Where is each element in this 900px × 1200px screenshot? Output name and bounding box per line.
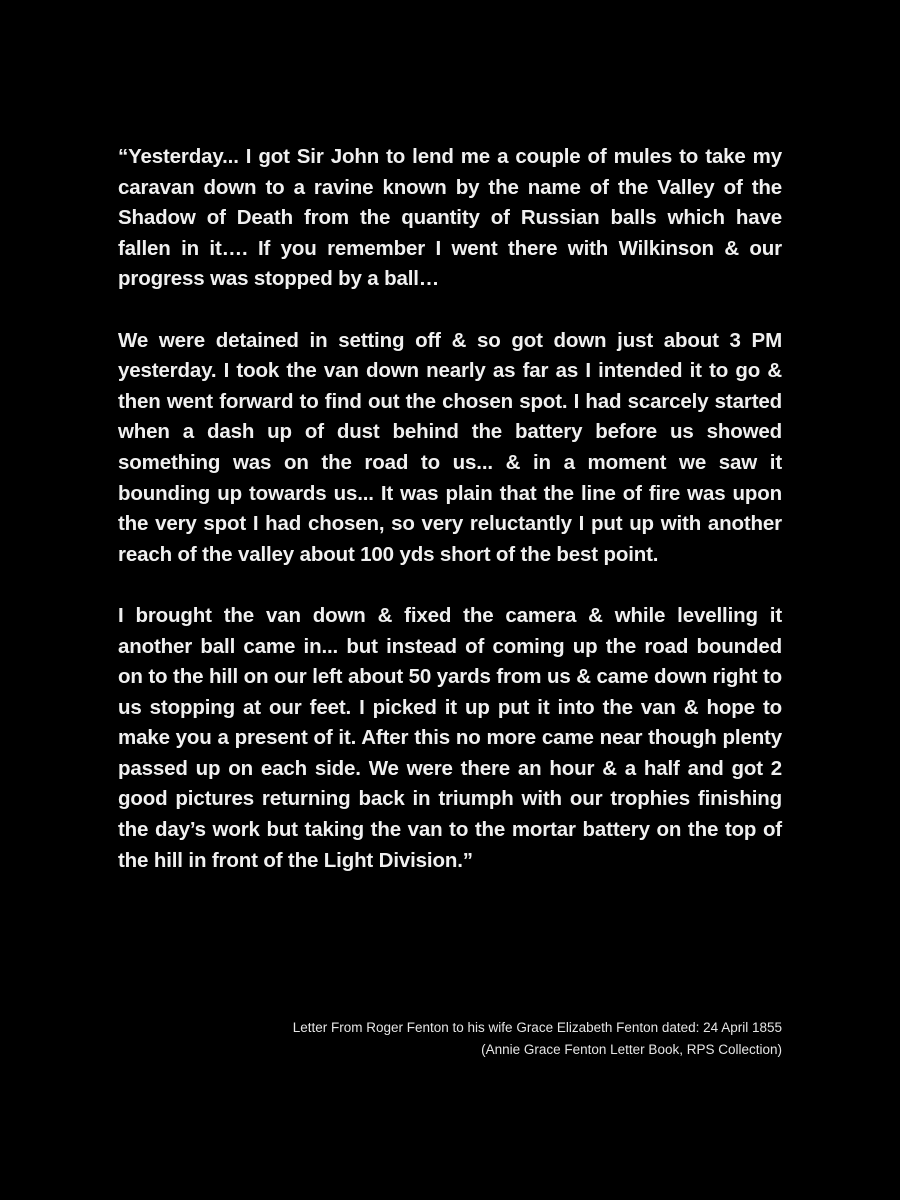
letter-paragraph-1: “Yesterday... I got Sir John to lend me a couple of mules to take my caravan down to a ravine known by the name of the Valley of the Shadow of Death from the quantity of Russian balls which have fallen in it…. If you remember I went there with Wilkinson & our progress was stopped by a ball…	[118, 145, 782, 291]
source-caption	[118, 1017, 782, 1061]
letter-paragraph-3: I brought the van down & fixed the camera & while levelling it another ball came in... but instead of coming up the road bounded on to the hill on our left about 50 yards from us & came down right to us stopping at our feet. I picked it up put it into the van & hope to make you a present of it. After this no more came near though plenty passed up on each side. We were there an hour & a half and got 2 good pictures returning back in triumph with our trophies finishing the day’s work but taking the van to the mortar battery on the top of the hill in front of the Light Division.”	[118, 603, 782, 872]
letter-quote	[118, 142, 782, 876]
caption-line-1: Letter From Roger Fenton to his wife Grace Elizabeth Fenton dated: 24 April 1855	[292, 1020, 782, 1035]
caption-line-2: (Annie Grace Fenton Letter Book, RPS Collection)	[481, 1042, 782, 1057]
letter-paragraph-2: We were detained in setting off & so got down just about 3 PM yesterday. I took the van down nearly as far as I intended it to go & then went forward to find out the chosen spot. I had scarcely started when a dash up of dust behind the battery before us showed something was on the road to us... & in a moment we saw it bounding up towards us... It was plain that the line of fire was upon the very spot I had chosen, so very reluctantly I put up with another reach of the valley about 100 yds short of the best point.	[118, 328, 782, 566]
